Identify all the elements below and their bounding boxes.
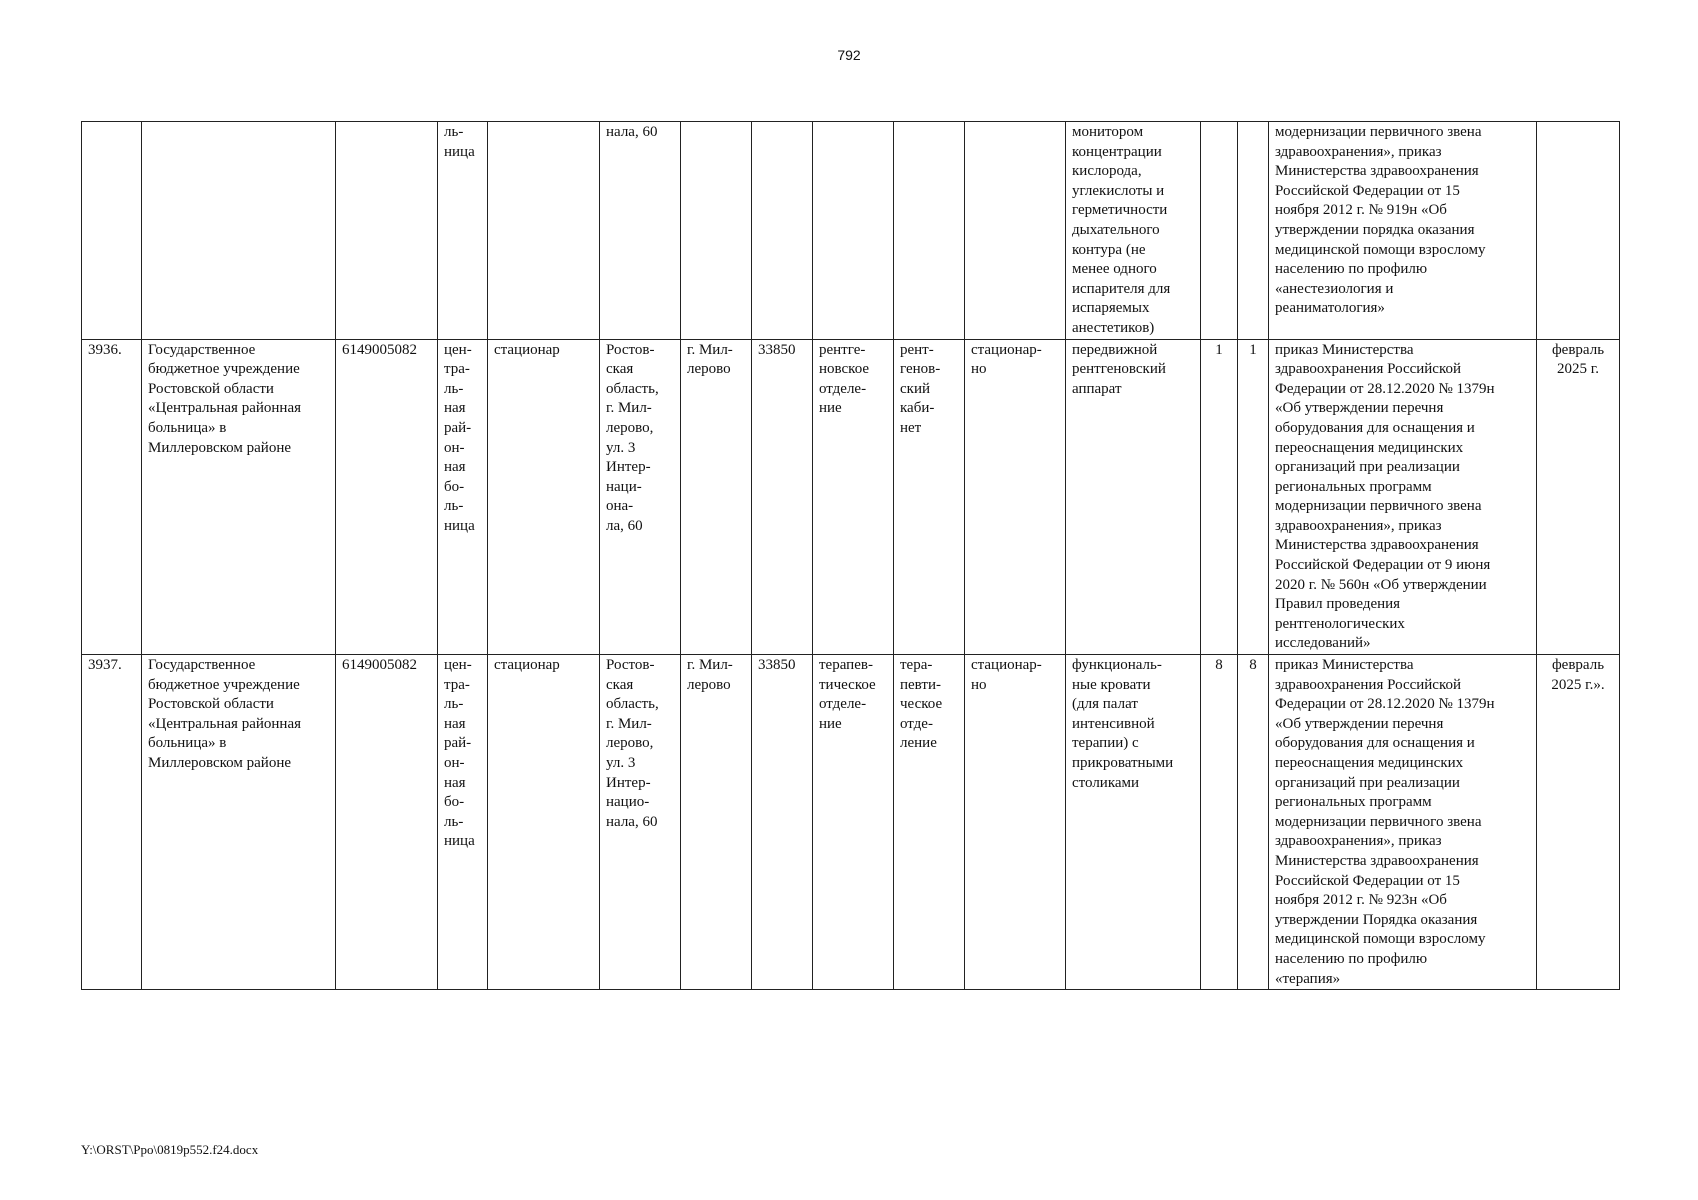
cell-equipment: монитором концентрации кислорода, углекислоты и герметичности дыхательного контура (не менее одного испарителя для испаряемых анестетиков) <box>1066 122 1201 340</box>
cell-address: Ростов- ская область, г. Мил- лерово, ул. 3 Интер- наци- она- ла, 60 <box>600 339 681 655</box>
cell-care-kind: стационар <box>488 339 600 655</box>
cell-legal-basis: приказ Министерства здравоохранения Российской Федерации от 28.12.2020 № 1379н «Об утверждении перечня оборудования для оснащения и переоснащения медицинских организаций при реализации региональных программ модернизации первичного звена здравоохранения», приказ Министерства здравоохранения Российской Федерации от 15 ноября 2012 г. № 923н «Об утверждении Порядка оказания медицинской помощи взрослому населению по профилю «терапия» <box>1269 655 1537 990</box>
cell-mode: стационар- но <box>965 655 1066 990</box>
cell-code <box>752 122 813 340</box>
cell-date: февраль 2025 г. <box>1537 339 1620 655</box>
cell-city: г. Мил- лерово <box>681 339 752 655</box>
cell-mode: стационар- но <box>965 339 1066 655</box>
cell-address: Ростов- ская область, г. Мил- лерово, ул. 3 Интер- нацио- нала, 60 <box>600 655 681 990</box>
cell-legal-basis: приказ Министерства здравоохранения Российской Федерации от 28.12.2020 № 1379н «Об утверждении перечня оборудования для оснащения и переоснащения медицинских организаций при реализации региональных программ модернизации первичного звена здравоохранения», приказ Министерства здравоохранения Российской Федерации от 9 июня 2020 г. № 560н «Об утверждении Правил проведения рентгенологических исследований» <box>1269 339 1537 655</box>
cell-quantity-1: 8 <box>1201 655 1238 990</box>
cell-care-kind: стационар <box>488 655 600 990</box>
cell-unit: тера- певти- ческое отде- ление <box>894 655 965 990</box>
cell-number: 3937. <box>82 655 142 990</box>
cell-code: 33850 <box>752 655 813 990</box>
cell-number <box>82 122 142 340</box>
cell-equipment: функциональ- ные кровати (для палат интенсивной терапии) с прикроватными столиками <box>1066 655 1201 990</box>
cell-department <box>813 122 894 340</box>
cell-inn <box>336 122 438 340</box>
cell-mode <box>965 122 1066 340</box>
cell-date: февраль 2025 г.». <box>1537 655 1620 990</box>
cell-quantity-2 <box>1238 122 1269 340</box>
cell-quantity-2: 8 <box>1238 655 1269 990</box>
cell-unit <box>894 122 965 340</box>
cell-organization: Государственное бюджетное учреждение Ростовской области «Центральная районная больница» в Миллеровском районе <box>142 339 336 655</box>
cell-number: 3936. <box>82 339 142 655</box>
table-row <box>82 122 1620 340</box>
cell-city: г. Мил- лерово <box>681 655 752 990</box>
cell-organization <box>142 122 336 340</box>
footer-file-path: Y:\ORST\Ppo\0819p552.f24.docx <box>81 1142 259 1157</box>
cell-unit: рент- генов- ский каби- нет <box>894 339 965 655</box>
cell-care-kind <box>488 122 600 340</box>
cell-legal-basis: модернизации первичного звена здравоохранения», приказ Министерства здравоохранения Российской Федерации от 15 ноября 2012 г. № 919н «Об утверждении порядка оказания медицинской помощи взрослому населению по профилю «анестезиология и реаниматология» <box>1269 122 1537 340</box>
cell-quantity-1: 1 <box>1201 339 1238 655</box>
cell-address: нала, 60 <box>600 122 681 340</box>
cell-institution-type: ль- ница <box>438 122 488 340</box>
cell-department: терапев- тическое отделе- ние <box>813 655 894 990</box>
table-row <box>82 339 1620 655</box>
cell-date <box>1537 122 1620 340</box>
cell-quantity-2: 1 <box>1238 339 1269 655</box>
cell-institution-type: цен- тра- ль- ная рай- он- ная бо- ль- ница <box>438 339 488 655</box>
page-number: 792 <box>837 47 861 63</box>
equipment-table <box>81 121 1620 990</box>
table-row <box>82 655 1620 990</box>
cell-quantity-1 <box>1201 122 1238 340</box>
cell-inn: 6149005082 <box>336 655 438 990</box>
cell-inn: 6149005082 <box>336 339 438 655</box>
cell-code: 33850 <box>752 339 813 655</box>
cell-organization: Государственное бюджетное учреждение Ростовской области «Центральная районная больница» в Миллеровском районе <box>142 655 336 990</box>
cell-department: рентге- новское отделе- ние <box>813 339 894 655</box>
cell-equipment: передвижной рентгеновский аппарат <box>1066 339 1201 655</box>
cell-city <box>681 122 752 340</box>
cell-institution-type: цен- тра- ль- ная рай- он- ная бо- ль- ница <box>438 655 488 990</box>
